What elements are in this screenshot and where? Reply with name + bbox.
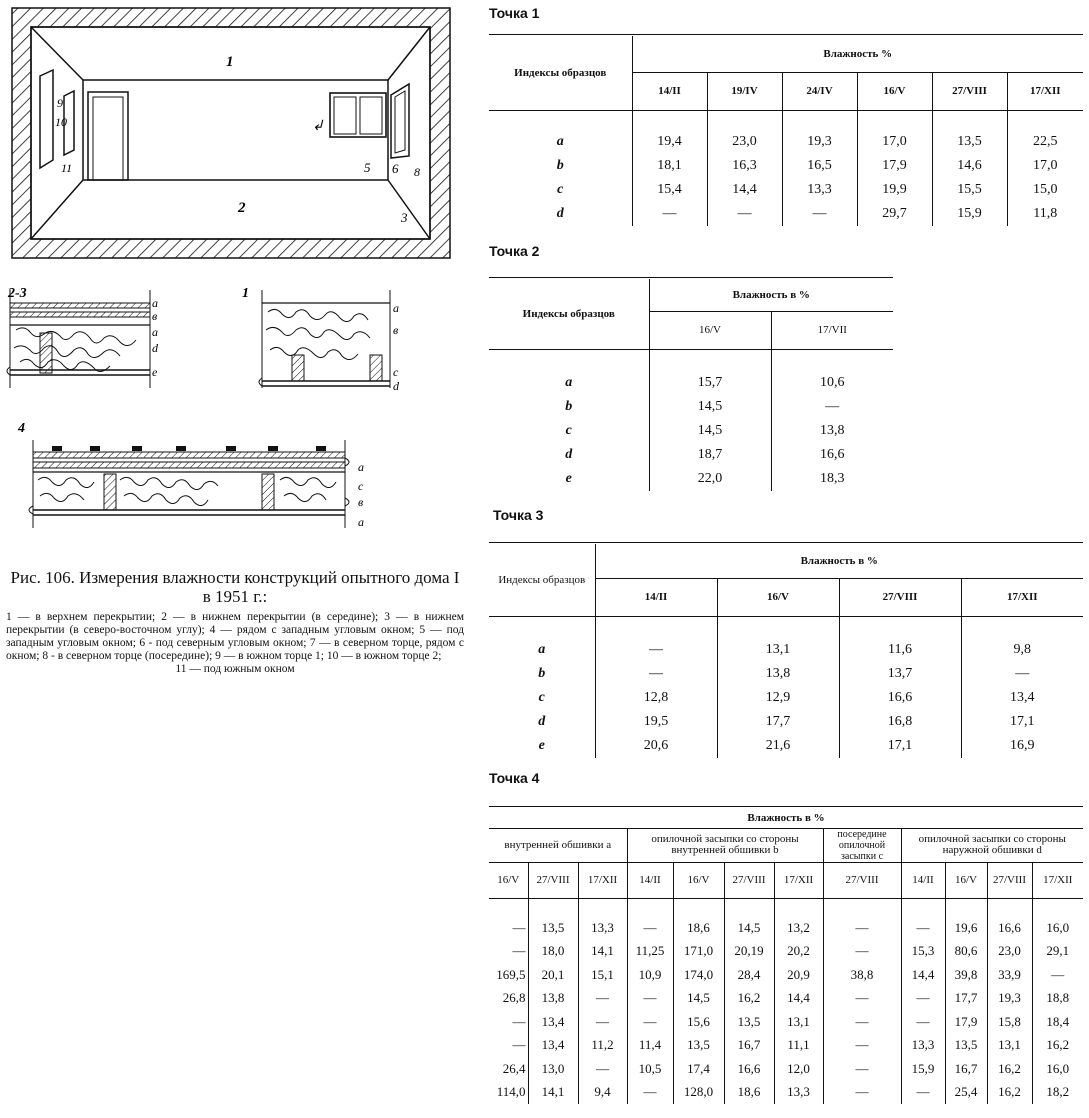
table-cell: 15,9	[901, 1057, 945, 1081]
table-cell: —	[578, 1010, 627, 1034]
table-cell: —	[901, 1010, 945, 1034]
svg-text:в: в	[393, 323, 399, 337]
table4: Влажность в % внутренней обшивки a опилочной засыпки со стороны внутренней обшивки b посередине опилочной засыпки c опилочной засыпки со стороны наружной обшивки d 16/V 27/VIII 17/XII 14/II 16/V 27/VIII 17/XII 27/VIII 14/II 16/V 27/VIII 17/XII — 13,5 13,3 — 18,6 14,5 13,2 — — 19,6 16,6 16,0 — 18,0 14,1 11,25 171,0 20,19 20,2 — 15,3 80,6 23,0 29,1 169,5 20,1 15,1 10,9 174,0 28,4 20,9 38,8 14,4 39,8 33,9 — 26,8 13,8 — — 14,5 16,2 14,4 — — 17,7 19,3 18,8 — 13,4 — — 15,6 13,5 13,1 — — 17,9 15,8 18,4 — 13,4 11,2 11,4 13,5 16,7 11,1 — 13,3 13,5 13,1 16,2 26,4 13,0 — 10,5 17,4 16,6 12,0 — 15,9 16,7 16,2 16,0 114,0 14,1 9,4 — 128,0 18,6 13,3 — — 25,4 16,2 18,2	[489, 808, 1083, 1104]
svg-text:c: c	[358, 479, 364, 493]
table-cell: 11,1	[774, 1034, 823, 1058]
table-cell: —	[901, 916, 945, 940]
table-cell: —	[823, 1034, 901, 1058]
table-row: e 20,6 21,6 17,1 16,9	[489, 734, 1083, 758]
table-cell: —	[578, 987, 627, 1011]
table-cell: 10,5	[627, 1057, 673, 1081]
table-cell: —	[627, 916, 673, 940]
table-cell: 18,8	[1032, 987, 1083, 1011]
table-cell: 13,3	[901, 1034, 945, 1058]
table-row	[489, 1057, 1083, 1081]
t3-col-header: Индексы образцов	[489, 544, 595, 616]
table-cell: 13,8	[528, 987, 578, 1011]
table-cell: 10,9	[627, 963, 673, 987]
table-cell: 13,1	[987, 1034, 1032, 1058]
t1-col-header: Индексы образцов	[489, 36, 632, 110]
table-row: b — 13,8 13,7 —	[489, 662, 1083, 686]
table-cell: 39,8	[945, 963, 987, 987]
table-cell: 14,1	[528, 1081, 578, 1105]
svg-text:4: 4	[18, 421, 25, 436]
label-6: 6	[392, 161, 399, 176]
label-10: 10	[55, 115, 67, 129]
table-cell: 17,7	[945, 987, 987, 1011]
table-cell: 15,8	[987, 1010, 1032, 1034]
table-cell: 17,4	[673, 1057, 724, 1081]
svg-text:a: a	[152, 325, 158, 339]
svg-text:1: 1	[242, 286, 249, 301]
svg-text:d: d	[152, 341, 158, 355]
table-cell: 13,4	[528, 1034, 578, 1058]
room-and-section-drawings	[0, 0, 470, 560]
caption-body: 1 — в верхнем перекрытии; 2 — в нижнем перекрытии (в середине); 3 — в нижнем перекрытии (в северо-восточном углу); 4 — рядом с западным угловым окном; 5 — под западным угловым окном; 6 - под северным угловым окном; 7 — в северном торце, рядом с окном; 8 - в северном торце (посередине); 9 — в южном торце 1; 10 — в южном торце 2; 11 — под южным окном	[6, 611, 464, 675]
table-cell: 26,8	[502, 990, 526, 1006]
table-cell: 15,1	[578, 963, 627, 987]
svg-text:в: в	[358, 495, 364, 509]
table-cell: 14,5	[724, 916, 774, 940]
svg-text:в: в	[152, 309, 158, 323]
table-cell: —	[512, 919, 526, 935]
table-row	[489, 1081, 1083, 1105]
table-cell: 171,0	[673, 940, 724, 964]
table-cell: 11,4	[627, 1034, 673, 1058]
table-cell: 13,5	[528, 916, 578, 940]
table-cell: 13,5	[673, 1034, 724, 1058]
t2-group-header: Влажность в %	[649, 279, 893, 311]
table-cell: 16,6	[987, 916, 1032, 940]
table-cell: 16,2	[987, 1057, 1032, 1081]
table-cell: —	[823, 1057, 901, 1081]
table-cell: 13,0	[528, 1057, 578, 1081]
label-8: 8	[414, 165, 420, 179]
svg-text:c: c	[393, 365, 399, 379]
table-cell: 25,4	[945, 1081, 987, 1105]
table-cell: 13,2	[774, 916, 823, 940]
svg-text:a: a	[393, 301, 399, 315]
table-row: d — — — 29,7 15,9 11,8	[489, 202, 1083, 226]
table-cell: 16,7	[724, 1034, 774, 1058]
table-cell: —	[512, 1037, 526, 1053]
table-cell: 13,4	[528, 1010, 578, 1034]
table-cell: 20,9	[774, 963, 823, 987]
table-cell: 18,6	[673, 916, 724, 940]
svg-text:a: a	[358, 460, 364, 474]
table-cell: —	[627, 987, 673, 1011]
table-cell: 16,7	[945, 1057, 987, 1081]
t1-group-header: Влажность %	[632, 36, 1083, 72]
table-cell: 169,5	[496, 966, 526, 982]
table-cell: —	[823, 940, 901, 964]
label-4: ↲	[312, 119, 324, 134]
table-cell: 16,2	[1032, 1034, 1083, 1058]
table-cell: 12,0	[774, 1057, 823, 1081]
table-row: a 19,4 23,0 19,3 17,0 13,5 22,5	[489, 130, 1083, 154]
svg-text:e: e	[152, 365, 158, 379]
table-cell: —	[823, 1081, 901, 1105]
table-row: c 12,8 12,9 16,6 13,4	[489, 686, 1083, 710]
table3: Индексы образцов Влажность в % 14/II 16/V 27/VIII 17/XII a — 13,1 11,6 9,8 b — 13,8 13,7 — c 12,8 12,9 16,6 13,4 d 19,5 17,7 16,8 17,1 e 20,6 21,6 17,1 16,9	[489, 544, 1083, 758]
table-cell: —	[1032, 963, 1083, 987]
section-4	[17, 421, 364, 529]
label-2: 2	[238, 200, 246, 216]
table-cell: 9,4	[578, 1081, 627, 1105]
table-row: c 15,4 14,4 13,3 19,9 15,5 15,0	[489, 178, 1083, 202]
table-row	[489, 916, 1083, 940]
table-row	[489, 1034, 1083, 1058]
table-row	[489, 1010, 1083, 1034]
table-cell: 16,2	[724, 987, 774, 1011]
table-row	[489, 987, 1083, 1011]
label-3: 3	[401, 210, 408, 225]
table-cell: 18,0	[528, 940, 578, 964]
table-cell: 23,0	[987, 940, 1032, 964]
table-cell: —	[823, 1010, 901, 1034]
table-row	[489, 963, 1083, 987]
table-cell: 20,19	[724, 940, 774, 964]
table-row: c 14,5 13,8	[489, 419, 893, 443]
table-cell: 11,2	[578, 1034, 627, 1058]
table-cell: —	[512, 943, 526, 959]
t4-group-header: Влажность в %	[489, 808, 1083, 828]
svg-text:a: a	[358, 515, 364, 529]
table1: Индексы образцов Влажность % 14/II 19/IV 24/IV 16/V 27/VIII 17/XII a 19,4 23,0 19,3 17,0 13,5 22,5 b 18,1 16,3 16,5 17,9 14,6 17,0 c 15,4 14,4 13,3 19,9 15,5 15,0 d — — — 29,7 15,9 11,8	[489, 36, 1083, 226]
table-row: b 14,5 —	[489, 395, 893, 419]
table-cell: 18,2	[1032, 1081, 1083, 1105]
table-cell: 38,8	[823, 963, 901, 987]
table-cell: 80,6	[945, 940, 987, 964]
label-1: 1	[226, 54, 234, 70]
table-cell: 13,3	[774, 1081, 823, 1105]
section-2-3	[7, 286, 159, 388]
room-perspective	[12, 8, 450, 258]
table-row: d 19,5 17,7 16,8 17,1	[489, 710, 1083, 734]
table-cell: 13,3	[578, 916, 627, 940]
table4-heading: Точка 4	[489, 770, 540, 786]
table-cell: 174,0	[673, 963, 724, 987]
table-cell: —	[578, 1057, 627, 1081]
table-cell: 16,0	[1032, 916, 1083, 940]
table2-heading: Точка 2	[489, 243, 540, 259]
table-cell: 114,0	[496, 1084, 526, 1100]
table-row	[489, 940, 1083, 964]
t2-col-header: Индексы образцов	[489, 279, 649, 349]
table-cell: 13,5	[945, 1034, 987, 1058]
table-cell: 14,1	[578, 940, 627, 964]
table-row: e 22,0 18,3	[489, 467, 893, 491]
table3-heading: Точка 3	[493, 507, 544, 523]
table-cell: 29,1	[1032, 940, 1083, 964]
table-row: b 18,1 16,3 16,5 17,9 14,6 17,0	[489, 154, 1083, 178]
table-cell: —	[901, 1081, 945, 1105]
table-cell: 20,1	[528, 963, 578, 987]
table-cell: 16,6	[724, 1057, 774, 1081]
table-cell: 19,3	[987, 987, 1032, 1011]
table-cell: 14,5	[673, 987, 724, 1011]
figure-caption	[6, 568, 464, 676]
table-cell: 16,0	[1032, 1057, 1083, 1081]
table-cell: 33,9	[987, 963, 1032, 987]
table-row: d 18,7 16,6	[489, 443, 893, 467]
table-cell: 19,6	[945, 916, 987, 940]
table-cell: —	[512, 1013, 526, 1029]
table1-heading: Точка 1	[489, 5, 540, 21]
table-cell: 17,9	[945, 1010, 987, 1034]
label-9: 9	[57, 96, 63, 110]
table-cell: 26,4	[502, 1060, 526, 1076]
table-cell: 11,25	[627, 940, 673, 964]
caption-title: Рис. 106. Измерения влажности конструкций опытного дома I в 1951 г.:	[10, 568, 460, 606]
table-cell: 16,2	[987, 1081, 1032, 1105]
t3-group-header: Влажность в %	[595, 544, 1083, 578]
table2: Индексы образцов Влажность в % 16/V 17/VII a 15,7 10,6 b 14,5 — c 14,5 13,8 d 18,7 16,6 e 22,0 18,3	[489, 279, 893, 491]
table-cell: 18,6	[724, 1081, 774, 1105]
table-cell: 14,4	[901, 963, 945, 987]
table-row: a 15,7 10,6	[489, 371, 893, 395]
table-cell: —	[627, 1081, 673, 1105]
t4-body	[489, 898, 1083, 1104]
section-1	[242, 286, 400, 393]
table-cell: 13,1	[774, 1010, 823, 1034]
label-5: 5	[364, 160, 371, 175]
table-cell: —	[823, 987, 901, 1011]
table-cell: —	[627, 1010, 673, 1034]
table-cell: 13,5	[724, 1010, 774, 1034]
table-cell: 20,2	[774, 940, 823, 964]
table-row: a — 13,1 11,6 9,8	[489, 638, 1083, 662]
svg-text:a: a	[152, 296, 158, 310]
table-cell: 28,4	[724, 963, 774, 987]
table-cell: 128,0	[673, 1081, 724, 1105]
table-cell: —	[823, 916, 901, 940]
table-cell: 15,6	[673, 1010, 724, 1034]
table-cell: —	[901, 987, 945, 1011]
svg-text:2-3: 2-3	[8, 286, 27, 301]
label-11: 11	[61, 161, 73, 175]
table-cell: 18,4	[1032, 1010, 1083, 1034]
table-cell: 15,3	[901, 940, 945, 964]
table-cell: 14,4	[774, 987, 823, 1011]
svg-text:d: d	[393, 379, 399, 393]
